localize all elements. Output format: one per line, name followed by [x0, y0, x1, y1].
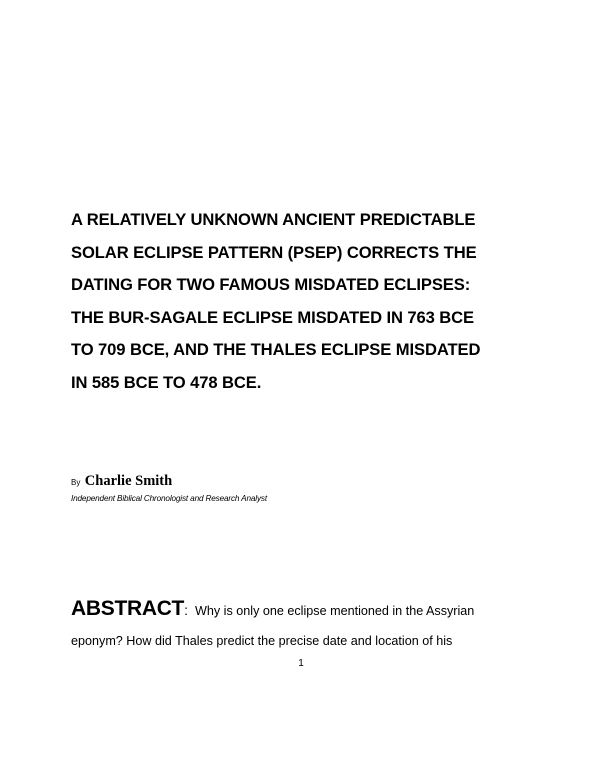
abstract-text: Why is only one eclipse mentioned in the Assyrian — [194, 604, 475, 618]
abstract-text: eponym? How did Thales predict the precise date and location of his — [71, 634, 453, 648]
byline — [71, 472, 172, 490]
title-line: A RELATIVELY UNKNOWN ANCIENT PREDICTABLE — [71, 210, 476, 229]
abstract-section — [71, 594, 541, 656]
byline-prefix: By — [71, 478, 81, 487]
title-line: DATING FOR TWO FAMOUS MISDATED ECLIPSES: — [71, 275, 471, 294]
paper-title — [71, 204, 541, 399]
title-line: THE BUR-SAGALE ECLIPSE MISDATED IN 763 BCE — [71, 307, 475, 327]
title-line: IN 585 BCE TO 478 BCE. — [71, 372, 262, 392]
title-line: TO 709 BCE, AND THE THALES ECLIPSE MISDATED — [71, 340, 481, 359]
page-number: 1 — [298, 658, 304, 669]
abstract-heading: ABSTRACT — [71, 597, 185, 620]
abstract-first-line — [71, 594, 541, 626]
author-name: Charlie Smith — [84, 473, 173, 489]
author-affiliation: Independent Biblical Chronologist and Research Analyst — [71, 494, 267, 503]
title-line: SOLAR ECLIPSE PATTERN (PSEP) CORRECTS THE — [71, 242, 477, 262]
abstract-colon: : — [184, 602, 188, 618]
